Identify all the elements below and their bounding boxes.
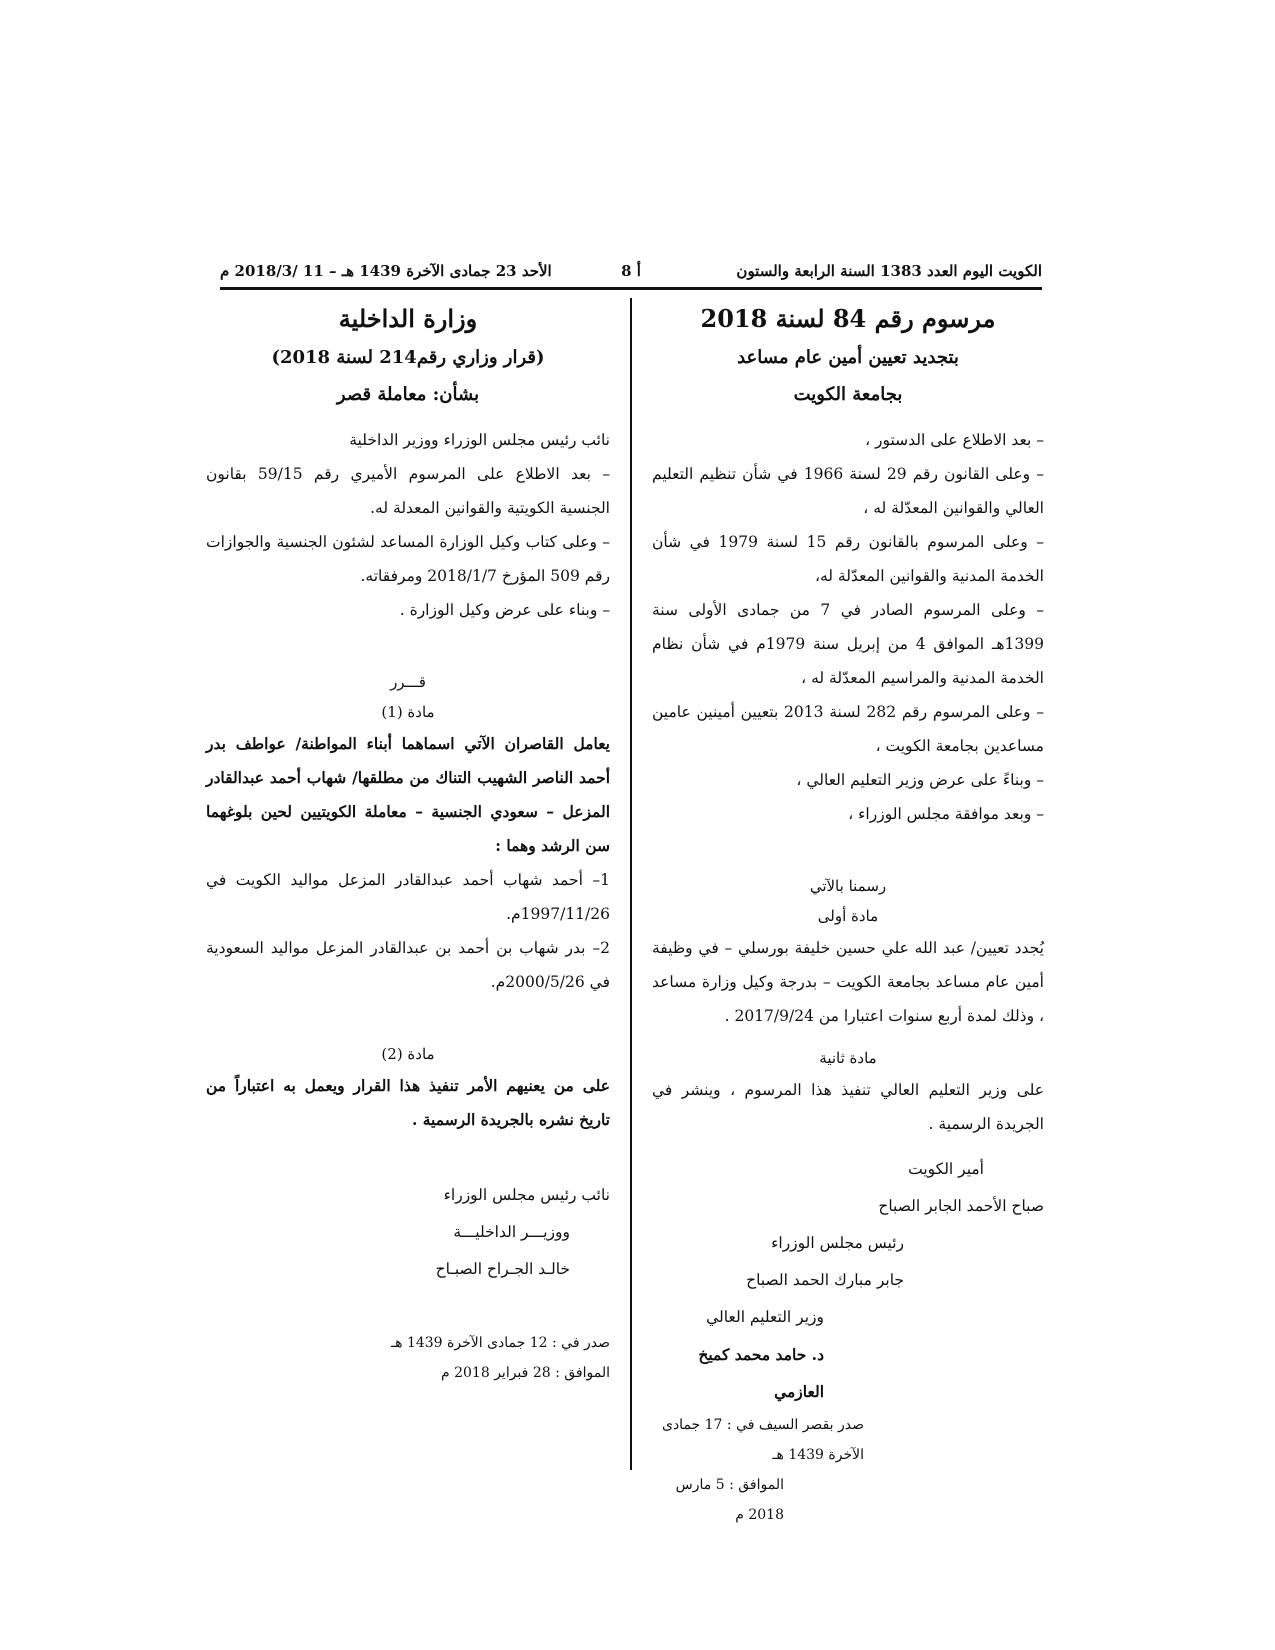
- decree-preamble-4: – وعلى المرسوم الصادر في 7 من جمادى الأولى سنة 1399هـ الموافق 4 من إبريل سنة 1979م في شأن نظام الخدمة المدنية والمراسيم المعدّلة له ،: [652, 601, 1045, 687]
- interior-article-1-title: مادة (1): [381, 703, 435, 721]
- decree-subtitle-2: بجامعة الكويت: [793, 384, 903, 405]
- decree-preamble-3: – وعلى المرسوم بالقانون رقم 15 لسنة 1979 في شأن الخدمة المدنية والقوانين المعدّلة له،: [652, 533, 1044, 585]
- interior-signature-1: نائب رئيس مجلس الوزراء: [443, 1186, 610, 1204]
- interior-article-1-text: يعامل القاصران الآتي اسماهما أبناء المواطنة/ عواطف بدر أحمد الناصر الشهيب التناك من مطلقها/ شهاب أحمد عبدالقادر المزعل – سعودي الجنسية – معاملة الكويتيين لحين بلوغهما سن الرشد وهما :: [206, 734, 610, 855]
- decree-article-1-title: مادة أولى: [817, 907, 879, 925]
- decree-decreed: رسمنا بالآتي: [809, 877, 887, 895]
- column-divider: [630, 298, 632, 1470]
- decree-article-1-text: يُجدد تعيين/ عبد الله علي حسين خليفة بورسلي – في وظيفة أمين عام مساعد بجامعة الكويت – بدرجة وكيل وزارة مساعد ، وذلك لمدة أربع سنوات اعتبارا من 2017/9/24 .: [652, 939, 1044, 1025]
- page-header: [220, 256, 1042, 286]
- minister-title: وزير التعليم العالي: [706, 1308, 824, 1326]
- decree-article-2-title: مادة ثانية: [819, 1049, 877, 1067]
- decree-subtitle-1: بتجديد تعيين أمين عام مساعد: [737, 347, 959, 368]
- interior-signature-2: ووزيـــر الداخليـــة: [453, 1223, 570, 1241]
- interior-preamble-4: – وبناء على عرض وكيل الوزارة .: [399, 601, 610, 619]
- interior-article-2-title: مادة (2): [381, 1045, 435, 1063]
- interior-title: وزارة الداخلية: [338, 304, 478, 333]
- interior-corresponding: الموافق : 28 فبراير 2018 م: [440, 1365, 610, 1381]
- decree-article-2-text: على وزير التعليم العالي تنفيذ هذا المرسوم ، وينشر في الجريدة الرسمية .: [652, 1081, 1044, 1133]
- interior-item-1: 1– أحمد شهاب أحمد عبدالقادر المزعل مواليد الكويت في 1997/11/26م.: [206, 871, 610, 923]
- pm-name: جابر مبارك الحمد الصباح: [746, 1271, 904, 1289]
- interior-subject: بشأن: معاملة قصر: [336, 384, 480, 405]
- interior-preamble-1: نائب رئيس مجلس الوزراء ووزير الداخلية: [349, 431, 610, 449]
- decree-issued: صدر بقصر السيف في : 17 جمادى الآخرة 1439 هـ: [661, 1417, 864, 1463]
- interior-item-2: 2– بدر شهاب بن أحمد بن عبدالقادر المزعل مواليد السعودية في 2000/5/26م.: [206, 939, 610, 991]
- decree-column: [652, 298, 1044, 1530]
- amir-title: أمير الكويت: [908, 1160, 984, 1178]
- decree-preamble-1: – بعد الاطلاع على الدستور ،: [865, 431, 1044, 449]
- interior-subtitle: (قرار وزاري رقم214 لسنة 2018): [271, 347, 545, 368]
- interior-preamble-3: – وعلى كتاب وكيل الوزارة المساعد لشئون الجنسية والجوازات رقم 509 المؤرخ 2018/1/7 ومرفقاته.: [206, 533, 610, 585]
- decree-preamble-2: – وعلى القانون رقم 29 لسنة 1966 في شأن تنظيم التعليم العالي والقوانين المعدّلة له ،: [652, 465, 1044, 517]
- header-issue: الكويت اليوم العدد 1383 السنة الرابعة والستون: [736, 262, 1042, 280]
- decree-preamble-7: – وبعد موافقة مجلس الوزراء ،: [848, 805, 1044, 823]
- pm-title: رئيس مجلس الوزراء: [771, 1234, 904, 1252]
- header-page-number: أ 8: [621, 262, 641, 280]
- interior-preamble-2: – بعد الاطلاع على المرسوم الأميري رقم 59/15 بقانون الجنسية الكويتية والقوانين المعدلة له.: [206, 465, 610, 517]
- decree-corresponding: الموافق : 5 مارس 2018 م: [675, 1477, 784, 1523]
- interior-column: [206, 298, 610, 1388]
- header-rule: [220, 287, 1042, 290]
- decree-title: مرسوم رقم 84 لسنة 2018: [700, 304, 996, 333]
- header-date: الأحد 23 جمادى الآخرة 1439 هـ – 11 /2018/3 م: [220, 262, 552, 280]
- decree-preamble-5: – وعلى المرسوم رقم 282 لسنة 2013 بتعيين أمينين عامين مساعدين بجامعة الكويت ،: [652, 703, 1044, 755]
- interior-decided: قـــرر: [390, 673, 426, 691]
- interior-issued: صدر في : 12 جمادى الآخرة 1439 هـ: [391, 1335, 610, 1351]
- amir-name: صباح الأحمد الجابر الصباح: [878, 1197, 1044, 1215]
- interior-article-2-text: على من يعنيهم الأمر تنفيذ هذا القرار ويعمل به اعتباراً من تاريخ نشره بالجريدة الرسمية .: [206, 1076, 610, 1129]
- interior-signature-3: خالـد الجـراح الصبـاح: [435, 1260, 570, 1278]
- decree-preamble-6: – وبناءً على عرض وزير التعليم العالي ،: [796, 771, 1044, 789]
- minister-name: د. حامد محمد كميخ العازمي: [698, 1345, 824, 1401]
